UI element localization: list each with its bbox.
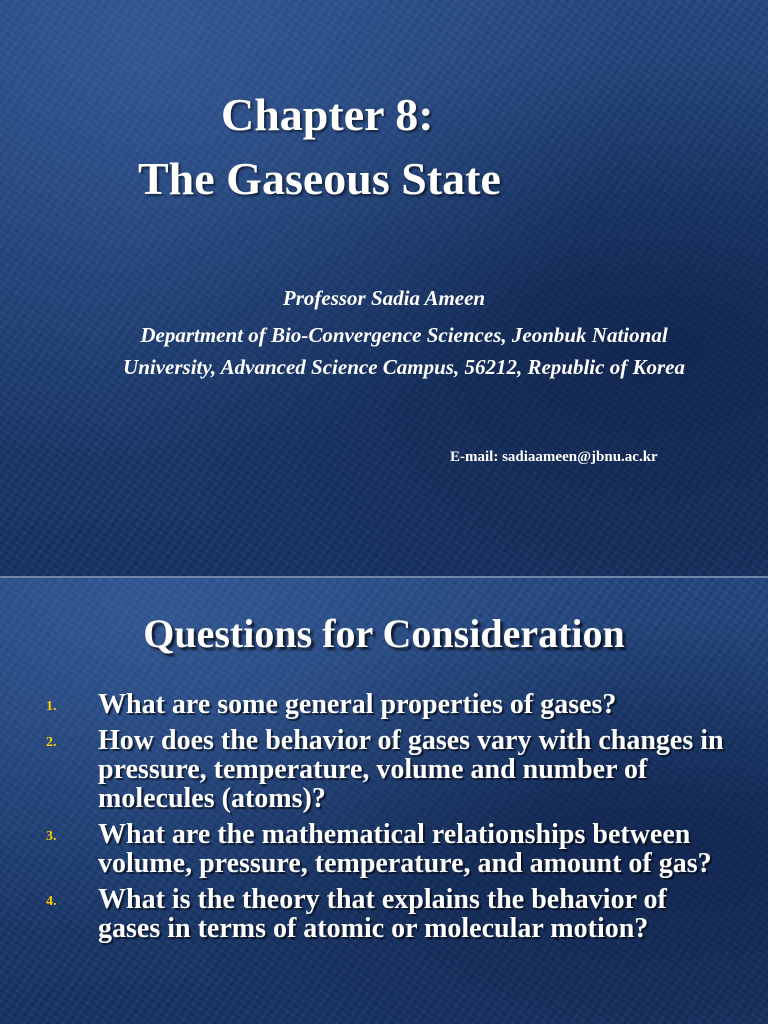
question-text: What is the theory that explains the behavior of gases in terms of atomic or molecular motion? bbox=[98, 884, 667, 944]
question-text: How does the behavior of gases vary with changes in pressure, temperature, volume and number of molecules (atoms)? bbox=[98, 725, 724, 814]
author-email: E-mail: sadiaameen@jbnu.ac.kr bbox=[450, 449, 658, 465]
question-text: What are the mathematical relationships between volume, pressure, temperature, and amount of gas? bbox=[98, 819, 712, 879]
question-number: 2. bbox=[46, 735, 57, 750]
question-number: 4. bbox=[46, 894, 57, 909]
questions-slide bbox=[0, 578, 768, 1024]
question-number: 1. bbox=[46, 699, 57, 714]
question-item bbox=[0, 885, 768, 943]
question-item bbox=[0, 690, 768, 719]
questions-heading: Questions for Consideration bbox=[143, 611, 625, 656]
chapter-subtitle: The Gaseous State bbox=[138, 153, 501, 204]
question-item bbox=[0, 820, 768, 878]
affiliation-line-2: University, Advanced Science Campus, 56212, Republic of Korea bbox=[123, 355, 685, 379]
question-item bbox=[0, 726, 768, 813]
question-number: 3. bbox=[46, 829, 57, 844]
affiliation-line-1: Department of Bio-Convergence Sciences, Jeonbuk National bbox=[140, 323, 668, 347]
question-text: What are some general properties of gases? bbox=[98, 689, 617, 720]
questions-list bbox=[0, 690, 768, 950]
chapter-title: Chapter 8: bbox=[221, 89, 434, 140]
author-name: Professor Sadia Ameen bbox=[282, 286, 486, 310]
